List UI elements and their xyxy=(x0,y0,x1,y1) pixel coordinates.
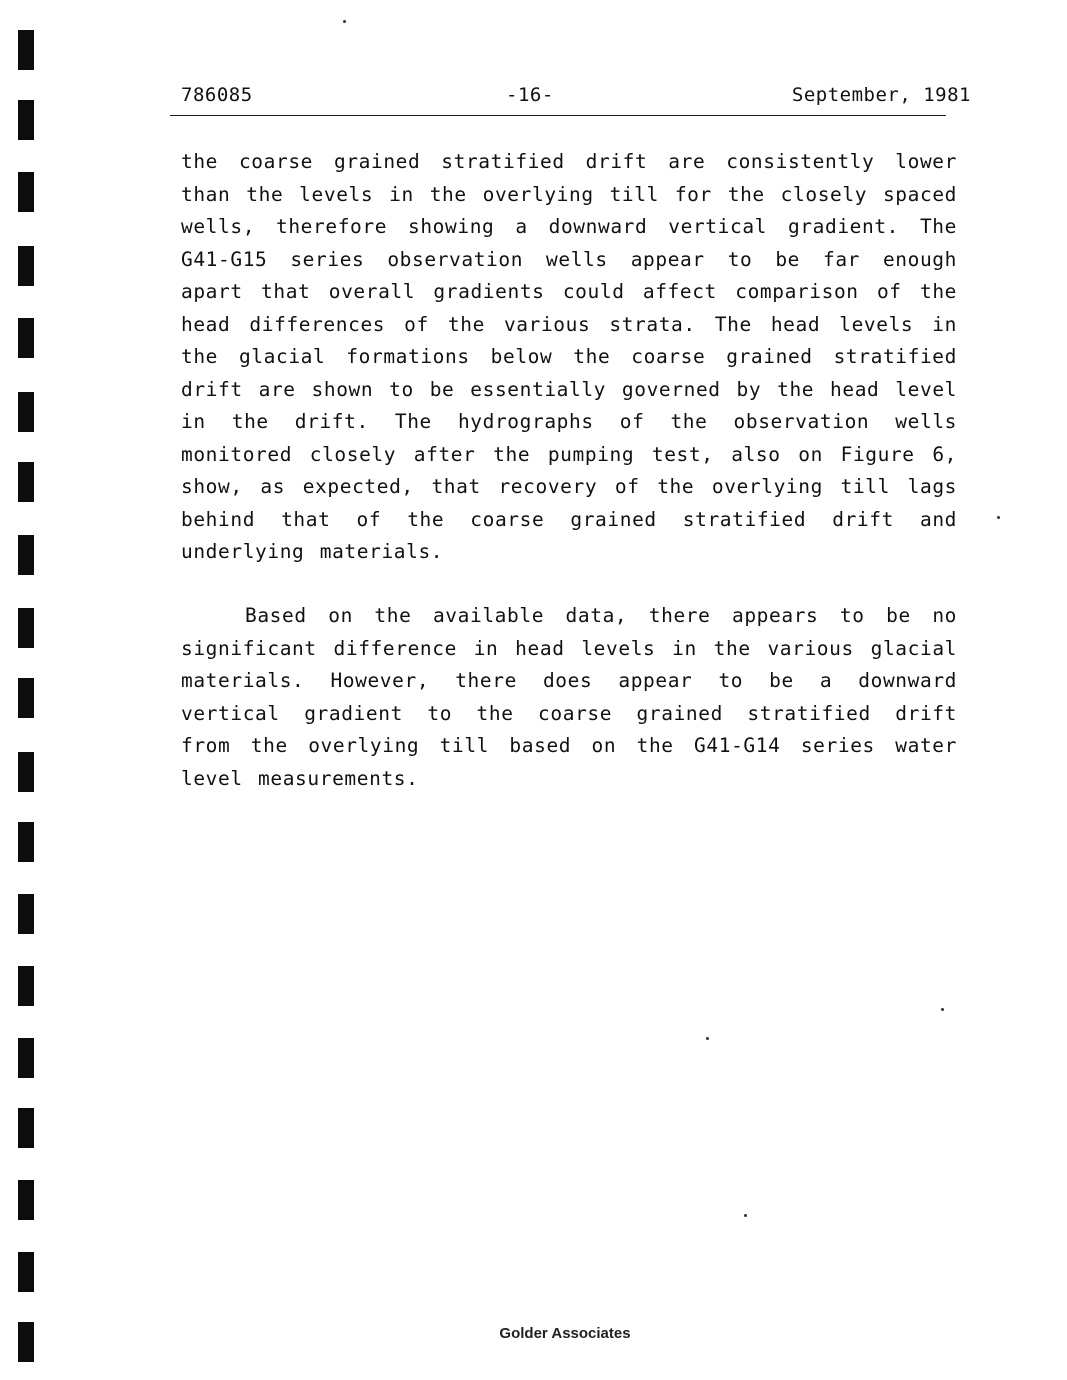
scan-speck xyxy=(744,1214,747,1217)
header-rule xyxy=(170,115,946,116)
binding-mark xyxy=(18,822,34,862)
binding-mark xyxy=(18,462,34,502)
binding-mark xyxy=(18,1038,34,1078)
binding-mark xyxy=(18,100,34,140)
binding-mark xyxy=(18,535,34,575)
binding-mark xyxy=(18,172,34,212)
binding-mark xyxy=(18,30,34,70)
document-number: 786085 xyxy=(181,84,253,106)
scan-speck xyxy=(706,1037,709,1040)
scan-speck xyxy=(941,1008,944,1011)
binding-mark xyxy=(18,894,34,934)
binding-mark xyxy=(18,1252,34,1292)
body-paragraph-1: the coarse grained stratified drift are consistently lower than the levels in the overlying till for the closely spaced wells, therefore showing a downward vertical gradient. The G41-G15 series observation wells appear to be far enough apart that overall gradients could affect comparison of the head differences of the various strata. The head levels in the glacial formations below the coarse grained stratified drift are shown to be essentially governed by the head level in the drift. The hydrographs of the observation wells monitored closely after the pumping test, also on Figure 6, show, as expected, that recovery of the overlying till lags behind that of the coarse grained stratified drift and underlying materials. xyxy=(181,150,957,563)
binding-mark xyxy=(18,752,34,792)
binding-mark xyxy=(18,678,34,718)
binding-mark xyxy=(18,392,34,432)
scan-speck xyxy=(997,516,1000,519)
page-number: -16- xyxy=(506,84,554,106)
binding-mark xyxy=(18,1108,34,1148)
body-paragraph-2: Based on the available data, there appears to be no significant difference in head levels in the various glacial materials. However, there does appear to be a downward vertical gradient to the coarse grained stratified drift from the overlying till based on the G41-G14 series water level measurements. xyxy=(181,604,957,790)
footer-company: Golder Associates xyxy=(499,1325,631,1342)
scan-speck xyxy=(343,20,346,23)
binding-mark xyxy=(18,608,34,648)
page-header xyxy=(181,84,971,114)
binding-mark xyxy=(18,966,34,1006)
binding-mark xyxy=(18,318,34,358)
binding-mark xyxy=(18,1180,34,1220)
document-date: September, 1981 xyxy=(791,84,971,106)
binding-mark xyxy=(18,246,34,286)
